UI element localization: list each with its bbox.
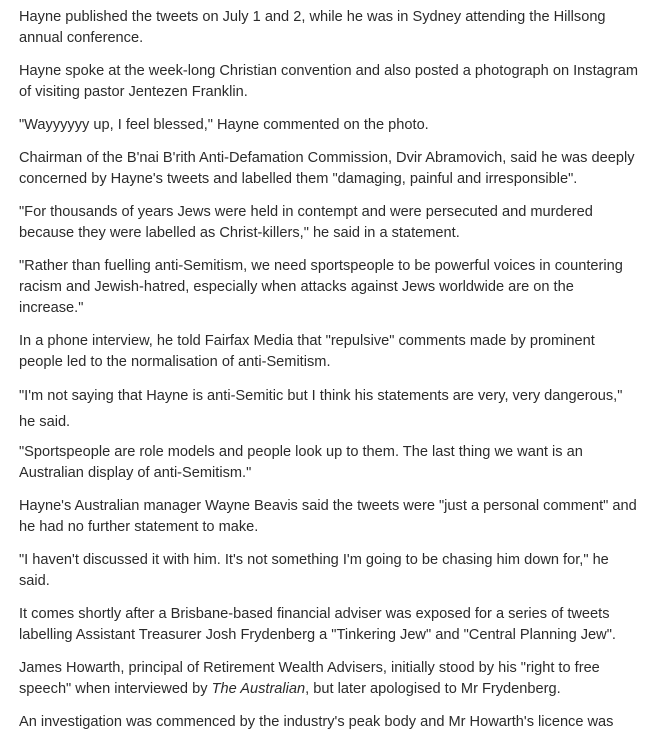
- article-body: [19, 7, 639, 745]
- paragraph-4: Chairman of the B'nai B'rith Anti-Defamation Commission, Dvir Abramovich, said he was deeply concerned by Hayne's tweets and labelled them "damaging, painful and irresponsible".: [19, 150, 635, 187]
- paragraph-7: In a phone interview, he told Fairfax Media that "repulsive" comments made by prominent people led to the normalisation of anti-Semitism.: [19, 333, 595, 370]
- paragraph-13: [19, 658, 639, 700]
- paragraph-8: "I'm not saying that Hayne is anti-Semitic but I think his statements are very, very dangerous," he said.: [19, 388, 623, 430]
- paragraph-3: "Wayyyyyy up, I feel blessed," Hayne commented on the photo.: [19, 117, 429, 133]
- paragraph-2: Hayne spoke at the week-long Christian convention and also posted a photograph on Instagram of visiting pastor Jentezen Franklin.: [19, 63, 639, 100]
- paragraph-1: Hayne published the tweets on July 1 and 2, while he was in Sydney attending the Hillsong annual conference.: [19, 9, 606, 46]
- publication-name: The Australian: [211, 681, 306, 697]
- paragraph-13-text-before: James Howarth, principal of Retirement Wealth Advisers, initially stood by his "right to free speech" when interviewed by: [19, 660, 600, 697]
- paragraph-12: It comes shortly after a Brisbane-based financial adviser was exposed for a series of tweets labelling Assistant Treasurer Josh Frydenberg a "Tinkering Jew" and "Central Planning Jew".: [19, 606, 616, 643]
- paragraph-9: "Sportspeople are role models and people look up to them. The last thing we want is an Australian display of anti-Semitism.": [19, 444, 583, 481]
- paragraph-14: An investigation was commenced by the industry's peak body and Mr Howarth's licence was: [19, 714, 614, 730]
- paragraph-5: "For thousands of years Jews were held in contempt and were persecuted and murdered because they were labelled as Christ-killers," he said in a statement.: [19, 204, 593, 241]
- paragraph-11: "I haven't discussed it with him. It's not something I'm going to be chasing him down for," he said.: [19, 552, 609, 589]
- paragraph-6: "Rather than fuelling anti-Semitism, we need sportspeople to be powerful voices in countering racism and Jewish-hatred, especially when attacks against Jews worldwide are on the increase.": [19, 258, 623, 316]
- paragraph-10: Hayne's Australian manager Wayne Beavis said the tweets were "just a personal comment" and he had no further statement to make.: [19, 498, 637, 535]
- paragraph-13-text-after: , but later apologised to Mr Frydenberg.: [305, 681, 561, 697]
